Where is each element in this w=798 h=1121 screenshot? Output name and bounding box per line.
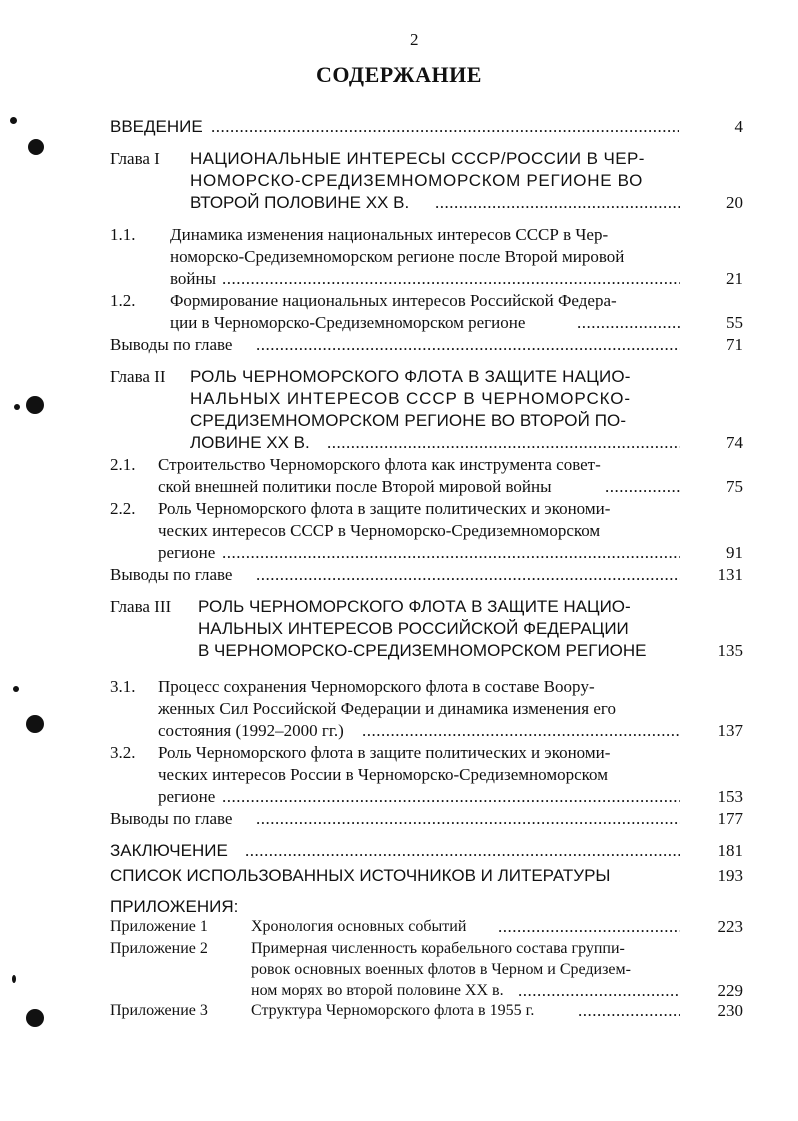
chapter-label: Глава III [110,597,172,616]
toc-page: 181 [717,841,743,860]
chapter-label: Глава I [110,149,160,168]
toc-page: 137 [717,721,743,740]
section-title-line: Динамика изменения национальных интересов СССР в Чер- [170,225,609,244]
section-title-line: номорско-Средиземноморском регионе после Второй мировой [170,247,625,266]
section-title-line: состояния (1992–2000 гг.) [158,721,344,740]
page-number: 2 [410,30,419,49]
toc-page: 21 [726,269,743,288]
toc-label: ВВЕДЕНИЕ [110,117,203,136]
leader-dots [435,193,680,213]
hole-mark [14,404,20,410]
section-title-line: ции в Черноморско-Средиземноморском регионе [170,313,526,332]
leader-dots [362,721,680,741]
leader-dots [577,313,680,333]
appendix-title-line: ровок основных военных флотов в Черном и Средизем- [251,961,631,978]
toc-page: 135 [717,641,743,660]
toc-page: 223 [717,917,743,936]
toc-page: 71 [726,335,743,354]
leader-dots [256,565,680,585]
appendix-name: Приложение 1 [110,918,208,935]
leader-dots [222,543,680,563]
toc-page: 230 [717,1001,743,1020]
chapter-label: Глава II [110,367,166,386]
chapter-title-line: НАЦИОНАЛЬНЫЕ ИНТЕРЕСЫ СССР/РОССИИ В ЧЕР- [190,149,645,168]
section-number: 3.2. [110,743,136,762]
chapter-title-line: РОЛЬ ЧЕРНОМОРСКОГО ФЛОТА В ЗАЩИТЕ НАЦИО- [190,367,631,386]
toc-label: СПИСОК ИСПОЛЬЗОВАННЫХ ИСТОЧНИКОВ И ЛИТЕРАТУРЫ [110,866,611,885]
section-title-line: ческих интересов СССР в Черноморско-Средиземноморском [158,521,601,540]
toc-page: 74 [726,433,743,452]
hole-mark [28,139,44,155]
toc-label: Выводы по главе [110,809,233,828]
section-number: 1.1. [110,225,136,244]
toc-page: 131 [717,565,743,584]
section-title-line: Процесс сохранения Черноморского флота в составе Вооpу- [158,677,595,696]
section-title-line: Роль Черноморского флота в защите политических и экономи- [158,743,611,762]
toc-page: 20 [726,193,743,212]
section-title-line: ской внешней политики после Второй мировой войны [158,477,552,496]
appendix-title-line: ном морях во второй половине XX в. [251,982,504,999]
chapter-title-line: ВТОРОЙ ПОЛОВИНЕ XX В. [190,193,410,212]
appendices-heading: ПРИЛОЖЕНИЯ: [110,897,239,916]
appendix-title: Структура Черноморского флота в 1955 г. [251,1002,535,1019]
leader-dots [222,787,680,807]
page-title: СОДЕРЖАНИЕ [316,62,482,87]
toc-page: 193 [717,866,743,885]
leader-dots [578,1001,680,1021]
leader-dots [245,841,680,861]
section-title-line: женных Сил Российской Федерации и динамика изменения его [158,699,616,718]
section-title-line: Формирование национальных интересов Российской Федера- [170,291,617,310]
hole-mark [26,1009,44,1027]
section-title-line: регионе [158,787,216,806]
section-title-line: войны [170,269,217,288]
chapter-title-line: НАЛЬНЫХ ИНТЕРЕСОВ РОССИЙСКОЙ ФЕДЕРАЦИИ [198,619,629,638]
chapter-title-line: В ЧЕРНОМОРСКО-СРЕДИЗЕМНОМОРСКОМ РЕГИОНЕ [198,641,647,660]
chapter-title-line: НАЛЬНЫХ ИНТЕРЕСОВ СССР В ЧЕРНОМОРСКО- [190,389,631,408]
chapter-title-line: РОЛЬ ЧЕРНОМОРСКОГО ФЛОТА В ЗАЩИТЕ НАЦИО- [198,597,631,616]
toc-page: 4 [734,117,743,136]
hole-mark [13,686,19,692]
toc-page: 91 [726,543,743,562]
hole-mark [10,117,17,124]
toc-label: Выводы по главе [110,565,233,584]
section-number: 2.1. [110,455,136,474]
appendix-name: Приложение 3 [110,1002,208,1019]
leader-dots [518,981,680,1001]
appendix-title: Хронология основных событий [251,918,467,935]
section-title-line: Роль Черноморского флота в защите политических и экономи- [158,499,611,518]
chapter-title-line: НОМОРСКО-СРЕДИЗЕМНОМОРСКОМ РЕГИОНЕ ВО [190,171,644,190]
leader-dots [498,917,680,937]
chapter-title-line: СРЕДИЗЕМНОМОРСКОМ РЕГИОНЕ ВО ВТОРОЙ ПО- [190,411,627,430]
appendix-title-line: Примерная численность корабельного состава группи- [251,940,625,957]
leader-dots [256,809,680,829]
toc-label: Выводы по главе [110,335,233,354]
toc-page: 177 [717,809,743,828]
hole-mark [12,975,16,983]
toc-label: ЗАКЛЮЧЕНИЕ [110,841,228,860]
section-number: 2.2. [110,499,136,518]
chapter-title-line: ЛОВИНЕ XX В. [190,433,310,452]
leader-dots [327,433,680,453]
leader-dots [211,117,679,137]
hole-mark [26,396,44,414]
leader-dots [222,269,680,289]
section-number: 1.2. [110,291,136,310]
toc-page: 229 [717,981,743,1000]
section-number: 3.1. [110,677,136,696]
toc-page: 55 [726,313,743,332]
leader-dots [605,477,680,497]
toc-page: 153 [717,787,743,806]
appendix-name: Приложение 2 [110,940,208,957]
hole-mark [26,715,44,733]
section-title-line: ческих интересов России в Черноморско-Средиземноморском [158,765,608,784]
toc-page: 75 [726,477,743,496]
section-title-line: регионе [158,543,216,562]
section-title-line: Строительство Черноморского флота как инструмента совет- [158,455,601,474]
leader-dots [256,335,680,355]
